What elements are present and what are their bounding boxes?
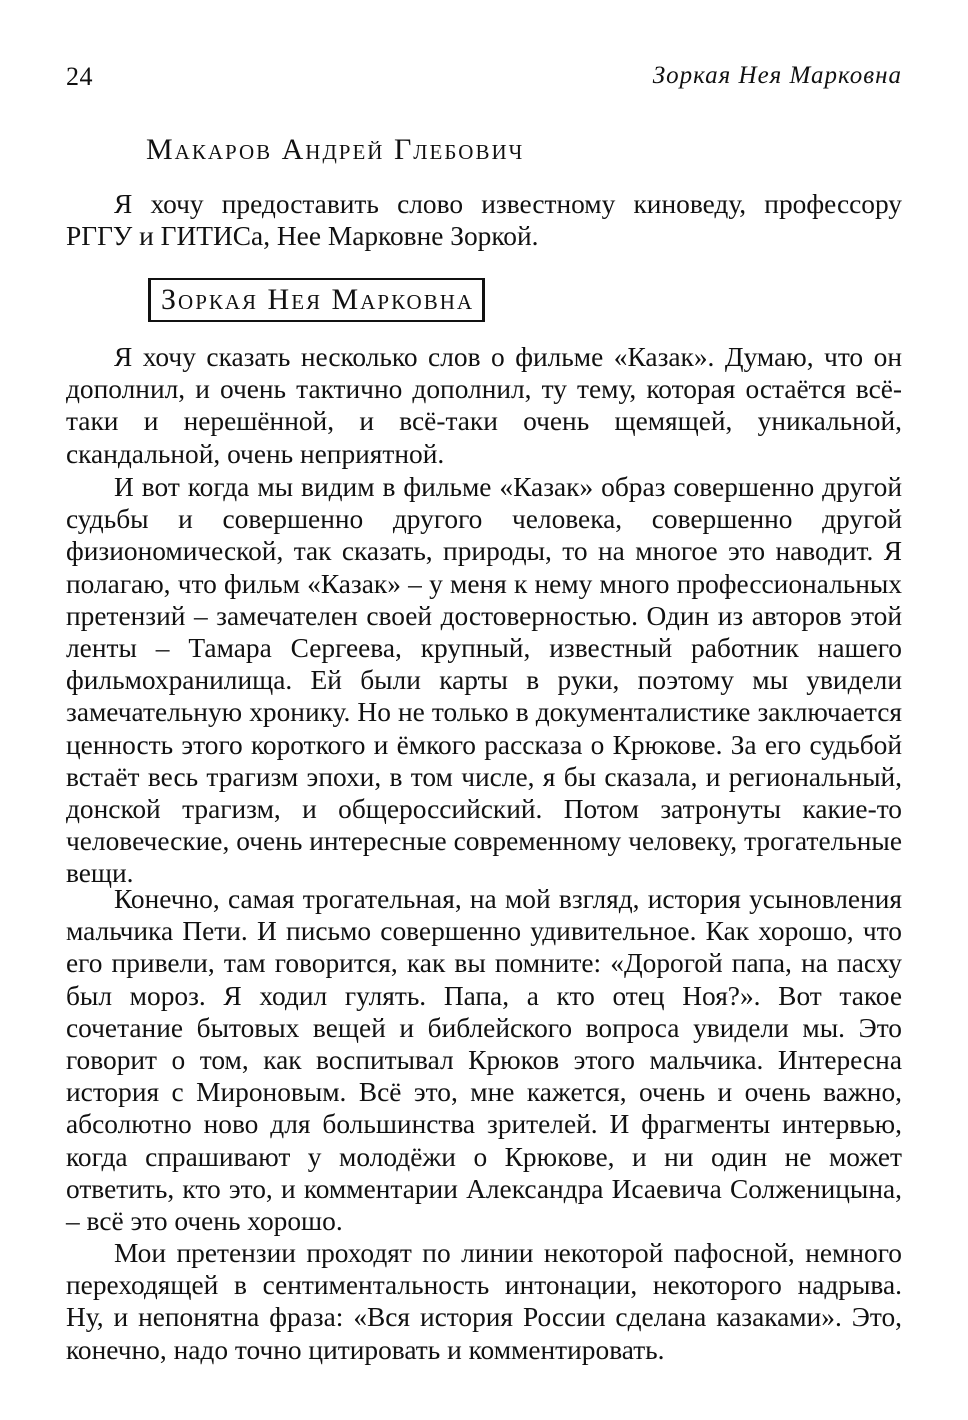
running-head — [66, 62, 902, 96]
running-title: Зоркая Нея Марковна — [652, 62, 902, 89]
paragraph-petya-letter: Конечно, самая трогательная, на мой взгляд, история усыновления мальчика Пети. И письмо совершенно удивительное. Как хорошо, что его привели, там говорится, как вы помните: «Дорогой папа, на пасху был мороз. Я ходил гулять. Папа, а кто отец Ноя?». Вот такое сочетание бытовых вещей и библейского вопроса увидели мы. Это говорит о том, как воспитывал Крюков этого мальчика. Интересна история с Мироновым. Всё это, мне кажется, очень и очень важно, абсолютно ново для большинства зрителей. И фрагменты интервью, когда спрашивают у молодёжи о Крюкове, и ни один не может ответить, кто это, и комментарии Александра Исаевича Солженицына, – всё это очень хорошо. — [66, 884, 902, 1237]
paragraph-film-kazak: Я хочу сказать несколько слов о фильме «Казак». Думаю, что он дополнил, и очень тактично дополнил, ту тему, которая остаётся всё-таки и нерешённой, и всё-таки очень щемящей, уникальной, скандальной, очень неприятной. — [66, 342, 902, 469]
speaker-heading-makarov: Макаров Андрей Глебович — [146, 133, 525, 166]
speaker-heading-zorkaya-boxed: Зоркая Нея Марковна — [148, 278, 485, 322]
paragraph-authenticity: И вот когда мы видим в фильме «Казак» образ совершенно другой судьбы и совершенно другого человека, совершенно другой физиономической, так сказать, природы, то на многое это наводит. Я полагаю, что фильм «Казак» – у меня к нему много профессиональных претензий – замечателен своей достоверностью. Один из авторов этой ленты – Тамара Сергеева, крупный, известный работник нашего фильмохранилища. Ей были карты в руки, поэтому мы увидели замечательную хронику. Но не только в документалистике заключается ценность этого короткого и ёмкого рассказа о Крюкове. За его судьбой встаёт весь трагизм эпохи, в том числе, я бы сказала, и региональный, донской трагизм, и общероссийский. Потом затронуты какие-то человеческие, очень интересные современному человеку, трогательные вещи. — [66, 472, 902, 889]
book-page — [66, 0, 902, 1420]
paragraph-claims: Мои претензии проходят по линии некоторой пафосной, немного переходящей в сентиментальность интонации, некоторого надрыва. Ну, и непонятна фраза: «Вся история России сделана казаками». Это, конечно, надо точно цитировать и комментировать. — [66, 1238, 902, 1365]
paragraph-introduction: Я хочу предоставить слово известному киноведу, профессору РГГУ и ГИТИСа, Нее Марковне Зоркой. — [66, 189, 902, 252]
page-number: 24 — [66, 62, 93, 91]
